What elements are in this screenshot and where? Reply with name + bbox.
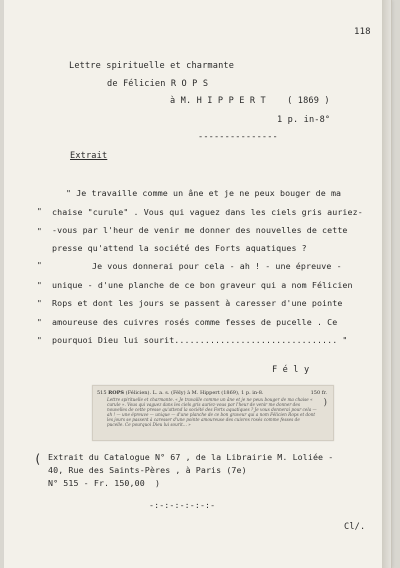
clipping-price: 150 fr. [310,390,327,396]
separator-line: --------------- [198,132,278,142]
letter-line: pourquoi Dieu lui sourit................................ " [52,335,348,345]
signature: F é l y [272,365,310,375]
title-line-2: de Félicien R O P S [107,79,209,89]
margin-quote-mark: " [37,318,42,327]
clipping-heading: 515 ROPS (Félicien). L. a. s. (Fély) à M. Hippert (1869), 1 p. in-8. [97,390,264,396]
letter-line: presse qu'attend la société des Forts aquatiques ? [52,243,307,253]
letter-line: Rops et dont les jours se passent à caresser d'une pointe [52,298,343,308]
source-line: N° 515 - Fr. 150,00 ) [48,478,161,488]
source-line: Extrait du Catalogue N° 67 , de la Librairie M. Loliée - [48,452,334,462]
margin-quote-mark: " [37,281,42,290]
extrait-label: Extrait [70,151,108,161]
document-page [4,0,391,568]
source-open-paren: ( [34,452,42,466]
decorative-divider: -:-:-:-:-:-:- [149,500,216,510]
margin-quote-mark: " [37,227,42,236]
margin-quote-mark: " [37,299,42,308]
clipping-text: Lettre spirituelle et charmante. « Je travaille comme un âne et je ne peux bouger de ma chaise « curule ». Vous qui vaguez dans les ciels gris auriez-vous par l'heur de venir me donner des nouvelles de cette presse qu'attend la société des Forts aquatiques ? Je vous donnerai pour cela — ah ! — une épreuve — unique — d'une planche de ce bon graveur qui a nom Félicien Rops et dont les jours se passent à caresser d'une pointe amoureuse des cuivres rosés comme fesses de pucelle. Ce pourquoi Dieu lui sourit... » [107,397,317,427]
title-line-4: 1 p. in-8° [277,115,331,125]
margin-quote-mark: " [37,336,42,345]
letter-line: unique - d'une planche de ce bon graveur qui a nom Félicien [52,280,353,290]
letter-line: chaise "curule" . Vous qui vaguez dans les ciels gris auriez- [52,207,363,217]
letter-line: -vous par l'heur de venir me donner des nouvelles de cette [52,225,348,235]
page-edge [382,0,391,568]
catalogue-clipping [92,385,334,441]
title-line-3: à M. H I P P E R T ( 1869 ) [170,96,330,106]
letter-line: amoureuse des cuivres rosés comme fesses de pucelle . Ce [52,317,338,327]
letter-line: " Je travaille comme un âne et je ne peux bouger de ma [66,188,342,198]
page-number: 118 [354,27,371,37]
margin-quote-mark: " [37,207,42,216]
clipping-bracket: ) [323,398,327,408]
title-line-1: Lettre spirituelle et charmante [69,61,235,71]
initials: Cl/. [344,522,366,532]
letter-line: Je vous donnerai pour cela - ah ! - une épreuve - [92,261,342,271]
source-line: 40, Rue des Saints-Pères , à Paris (7e) [48,465,247,475]
margin-quote-mark: " [37,261,42,270]
